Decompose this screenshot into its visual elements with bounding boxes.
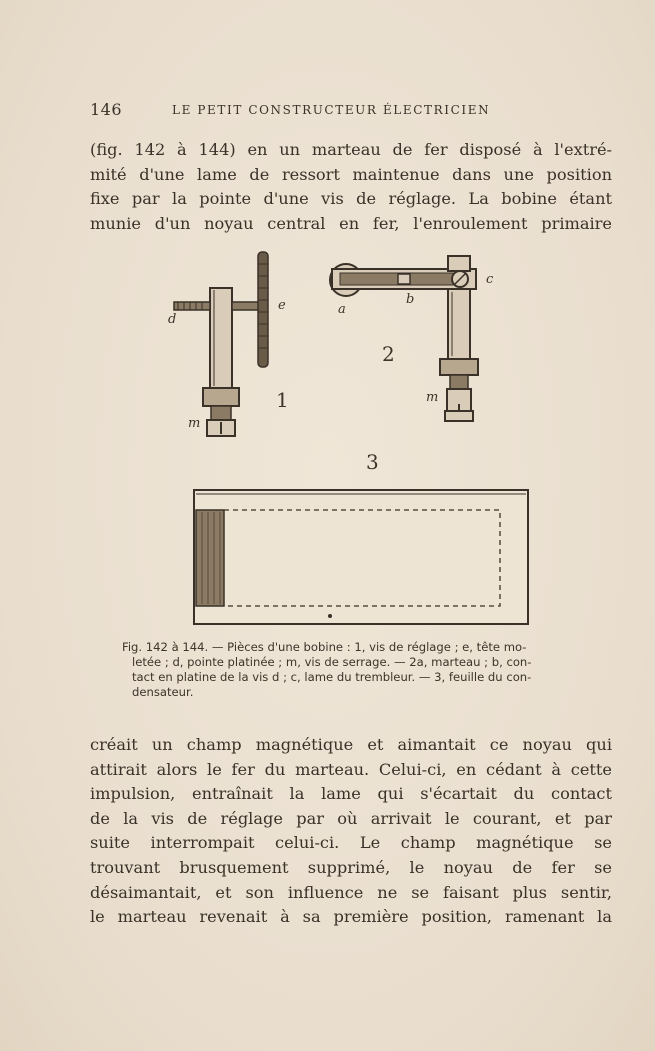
text-line: créait un champ magnétique et aimantait ce noyau qui [90, 735, 612, 754]
text-line: le marteau revenait à sa première position, ramenant la [90, 907, 612, 927]
paragraph-top [90, 138, 612, 236]
figure-number-1: 1 [276, 388, 289, 412]
figure-bobine-parts [90, 244, 620, 634]
text-line: impulsion, entraînait la lame qui s'écartait du contact [90, 784, 612, 804]
page-number: 146 [90, 100, 123, 119]
text-line: suite interrompait celui-ci. Le champ magnétique se [90, 833, 612, 853]
label-e: e [278, 298, 286, 313]
paragraph-bottom [90, 733, 612, 930]
text-line: munie d'un noyau central en fer, l'enroulement primaire [90, 213, 612, 233]
caption-line: densateur. [132, 685, 194, 699]
caption-line: letée ; d, pointe platinée ; m, vis de serrage. — 2a, marteau ; b, con- [132, 655, 532, 669]
text-line: trouvant brusquement supprimé, le noyau de fer se [90, 857, 612, 877]
running-title: LE PETIT CONSTRUCTEUR ÉLECTRICIEN [172, 103, 491, 117]
label-m-fig1: m [188, 416, 201, 431]
text-line: fixe par la pointe d'une vis de réglage. La bobine étant [90, 189, 612, 209]
fig2-hammer [330, 256, 478, 421]
text-line: (fig. 142 à 144) en un marteau de fer disposé à l'extré- [90, 140, 612, 159]
label-a: a [338, 302, 346, 317]
figure-number-2: 2 [382, 342, 395, 366]
fig3-condenser-sheet [194, 490, 528, 624]
figure-drawing [90, 244, 620, 634]
fig1-adjusting-screw [174, 252, 268, 436]
figure-number-3: 3 [366, 450, 379, 474]
page-header [90, 100, 610, 122]
text-line: désaimantait, et son influence ne se faisant plus sentir, [90, 882, 612, 902]
label-d: d [168, 312, 177, 327]
caption-line: tact en platine de la vis d ; c, lame du trembleur. — 3, feuille du con- [132, 670, 532, 684]
label-b: b [406, 292, 415, 307]
text-line: mité d'une lame de ressort maintenue dans une position [90, 164, 612, 184]
text-line: attirait alors le fer du marteau. Celui-ci, en cédant à cette [90, 759, 612, 779]
label-c: c [486, 272, 494, 287]
figure-caption [122, 640, 610, 700]
text-line: de la vis de réglage par où arrivait le courant, et par [90, 808, 612, 828]
caption-line: Fig. 142 à 144. — Pièces d'une bobine : 1, vis de réglage ; e, tête mo- [122, 640, 527, 654]
label-m-fig2: m [426, 390, 439, 405]
